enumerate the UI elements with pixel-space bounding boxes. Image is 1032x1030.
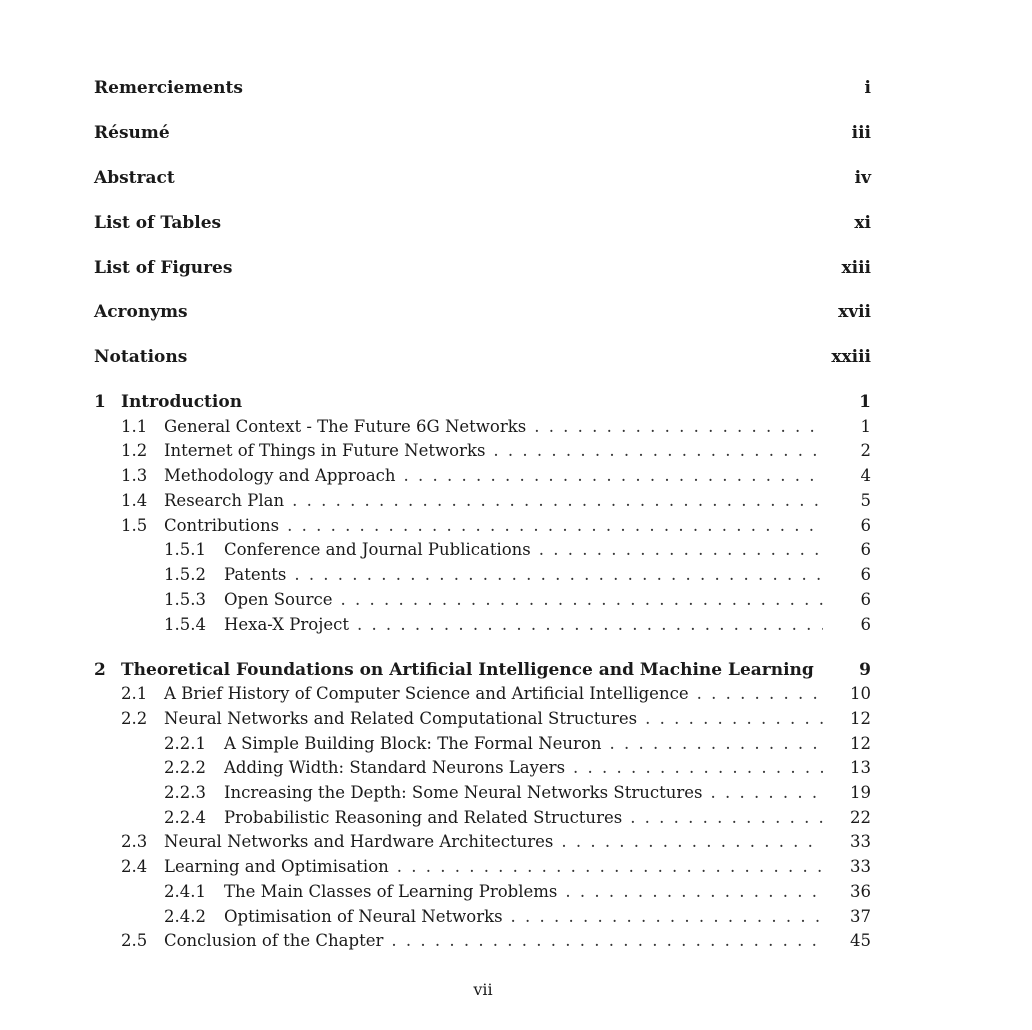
toc-subsection-page: 6 bbox=[860, 615, 871, 634]
toc-chapter-number: 2 bbox=[94, 660, 106, 680]
toc-subsection-page: 36 bbox=[850, 882, 871, 901]
dot-leader bbox=[292, 491, 823, 510]
toc-entry-page: xvii bbox=[838, 302, 871, 322]
toc-section-number: 2.1 bbox=[121, 684, 148, 703]
toc-section-page: 33 bbox=[850, 857, 871, 876]
toc-subsection-title: Open Source bbox=[224, 590, 333, 609]
dot-leader bbox=[294, 565, 823, 584]
toc-section-number: 1.4 bbox=[121, 491, 148, 510]
toc-subsection-entry[interactable] bbox=[94, 758, 871, 782]
toc-subsection-page: 6 bbox=[860, 565, 871, 584]
dot-leader bbox=[565, 882, 823, 901]
toc-entry-title: List of Figures bbox=[94, 258, 233, 278]
toc-front-entry[interactable] bbox=[94, 347, 871, 371]
toc-subsection-title: Conference and Journal Publications bbox=[224, 540, 531, 559]
toc-section-page: 33 bbox=[850, 832, 871, 851]
toc-chapter-entry[interactable] bbox=[94, 392, 871, 416]
toc-front-entry[interactable] bbox=[94, 213, 871, 237]
toc-section-number: 2.3 bbox=[121, 832, 148, 851]
toc-section-page: 5 bbox=[860, 491, 871, 510]
toc-section-number: 2.4 bbox=[121, 857, 148, 876]
toc-entry-title: List of Tables bbox=[94, 213, 222, 233]
toc-chapter-title: Introduction bbox=[121, 392, 243, 412]
toc-section-title: Conclusion of the Chapter bbox=[164, 931, 384, 950]
toc-subsection-number: 1.5.1 bbox=[164, 540, 206, 559]
toc-chapter-page: 9 bbox=[859, 660, 871, 680]
toc-section-entry[interactable] bbox=[94, 857, 871, 881]
dot-leader bbox=[561, 832, 823, 851]
toc-entry-page: iv bbox=[854, 168, 871, 188]
toc-entry-title: Remerciements bbox=[94, 78, 243, 98]
toc-subsection-title: Patents bbox=[224, 565, 287, 584]
toc-section-number: 2.2 bbox=[121, 709, 148, 728]
toc-section-title: Internet of Things in Future Networks bbox=[164, 441, 486, 460]
toc-subsection-entry[interactable] bbox=[94, 907, 871, 931]
toc-subsection-entry[interactable] bbox=[94, 565, 871, 589]
toc-subsection-entry[interactable] bbox=[94, 783, 871, 807]
toc-front-entry[interactable] bbox=[94, 302, 871, 326]
page-number: vii bbox=[473, 980, 493, 999]
toc-subsection-number: 1.5.3 bbox=[164, 590, 206, 609]
toc-section-title: Neural Networks and Related Computational Structures bbox=[164, 709, 638, 728]
toc-section-entry[interactable] bbox=[94, 441, 871, 465]
toc-subsection-entry[interactable] bbox=[94, 882, 871, 906]
toc-subsection-entry[interactable] bbox=[94, 590, 871, 614]
toc-section-number: 2.5 bbox=[121, 931, 148, 950]
dot-leader bbox=[573, 758, 823, 777]
toc-front-entry[interactable] bbox=[94, 168, 871, 192]
toc-subsection-title: The Main Classes of Learning Problems bbox=[224, 882, 558, 901]
toc-section-title: Learning and Optimisation bbox=[164, 857, 389, 876]
toc-chapter-title: Theoretical Foundations on Artificial Intelligence and Machine Learning bbox=[121, 660, 814, 680]
toc-subsection-page: 13 bbox=[850, 758, 871, 777]
toc-section-number: 1.3 bbox=[121, 466, 148, 485]
toc-entry-title: Notations bbox=[94, 347, 188, 367]
dot-leader bbox=[397, 857, 823, 876]
toc-section-page: 2 bbox=[860, 441, 871, 460]
toc-subsection-number: 2.4.1 bbox=[164, 882, 206, 901]
toc-subsection-title: Probabilistic Reasoning and Related Structures bbox=[224, 808, 623, 827]
dot-leader bbox=[404, 466, 823, 485]
toc-entry-title: Abstract bbox=[94, 168, 175, 188]
toc-subsection-number: 1.5.2 bbox=[164, 565, 206, 584]
toc-section-entry[interactable] bbox=[94, 466, 871, 490]
toc-subsection-entry[interactable] bbox=[94, 808, 871, 832]
toc-subsection-page: 6 bbox=[860, 590, 871, 609]
toc-subsection-number: 2.2.2 bbox=[164, 758, 206, 777]
toc-section-title: General Context - The Future 6G Networks bbox=[164, 417, 527, 436]
toc-section-title: Methodology and Approach bbox=[164, 466, 396, 485]
toc-section-title: Neural Networks and Hardware Architectures bbox=[164, 832, 554, 851]
toc-section-page: 4 bbox=[860, 466, 871, 485]
toc-section-title: Contributions bbox=[164, 516, 280, 535]
toc-subsection-number: 2.2.3 bbox=[164, 783, 206, 802]
toc-subsection-title: Optimisation of Neural Networks bbox=[224, 907, 503, 926]
toc-entry-title: Résumé bbox=[94, 123, 170, 143]
toc-section-page: 1 bbox=[860, 417, 871, 436]
toc-section-number: 1.5 bbox=[121, 516, 148, 535]
toc-entry-page: i bbox=[864, 78, 871, 98]
toc-chapter-number: 1 bbox=[94, 392, 106, 412]
toc-subsection-entry[interactable] bbox=[94, 540, 871, 564]
toc-entry-page: xi bbox=[854, 213, 871, 233]
toc-subsection-page: 12 bbox=[850, 734, 871, 753]
toc-section-title: Research Plan bbox=[164, 491, 285, 510]
toc-subsection-page: 19 bbox=[850, 783, 871, 802]
toc-section-page: 45 bbox=[850, 931, 871, 950]
toc-chapter-page: 1 bbox=[859, 392, 871, 412]
dot-leader bbox=[493, 441, 823, 460]
toc-front-entry[interactable] bbox=[94, 78, 871, 102]
dot-leader bbox=[610, 734, 824, 753]
toc-front-entry[interactable] bbox=[94, 258, 871, 282]
toc-entry-title: Acronyms bbox=[94, 302, 188, 322]
toc-section-entry[interactable] bbox=[94, 709, 871, 733]
toc-section-entry[interactable] bbox=[94, 417, 871, 441]
dot-leader bbox=[697, 684, 823, 703]
dot-leader bbox=[357, 615, 823, 634]
toc-section-entry[interactable] bbox=[94, 516, 871, 540]
toc-subsection-title: Increasing the Depth: Some Neural Networks Structures bbox=[224, 783, 703, 802]
toc-section-number: 1.1 bbox=[121, 417, 148, 436]
toc-entry-page: iii bbox=[851, 123, 871, 143]
toc-subsection-number: 2.2.1 bbox=[164, 734, 206, 753]
toc-subsection-number: 1.5.4 bbox=[164, 615, 206, 634]
toc-subsection-number: 2.2.4 bbox=[164, 808, 206, 827]
toc-subsection-page: 37 bbox=[850, 907, 871, 926]
toc-subsection-number: 2.4.2 bbox=[164, 907, 206, 926]
dot-leader bbox=[539, 540, 823, 559]
toc-section-entry[interactable] bbox=[94, 832, 871, 856]
toc-subsection-entry[interactable] bbox=[94, 615, 871, 639]
dot-leader bbox=[511, 907, 823, 926]
toc-subsection-page: 22 bbox=[850, 808, 871, 827]
dot-leader bbox=[630, 808, 823, 827]
toc-section-entry[interactable] bbox=[94, 931, 871, 955]
toc-front-entry[interactable] bbox=[94, 123, 871, 147]
dot-leader bbox=[391, 931, 823, 950]
dot-leader bbox=[534, 417, 823, 436]
toc-subsection-entry[interactable] bbox=[94, 734, 871, 758]
toc-section-page: 12 bbox=[850, 709, 871, 728]
toc-subsection-title: Hexa-X Project bbox=[224, 615, 349, 634]
toc-section-entry[interactable] bbox=[94, 491, 871, 515]
toc-subsection-title: A Simple Building Block: The Formal Neuron bbox=[224, 734, 602, 753]
toc-section-title: A Brief History of Computer Science and Artificial Intelligence bbox=[164, 684, 689, 703]
dot-leader bbox=[710, 783, 823, 802]
dot-leader bbox=[340, 590, 823, 609]
dot-leader bbox=[645, 709, 823, 728]
toc-subsection-title: Adding Width: Standard Neurons Layers bbox=[224, 758, 566, 777]
toc-subsection-page: 6 bbox=[860, 540, 871, 559]
toc-section-number: 1.2 bbox=[121, 441, 148, 460]
toc-section-page: 6 bbox=[860, 516, 871, 535]
toc-section-entry[interactable] bbox=[94, 684, 871, 708]
toc-entry-page: xiii bbox=[841, 258, 871, 278]
toc-entry-page: xxiii bbox=[831, 347, 871, 367]
dot-leader bbox=[287, 516, 823, 535]
toc-section-page: 10 bbox=[850, 684, 871, 703]
toc-chapter-entry[interactable] bbox=[94, 660, 871, 684]
